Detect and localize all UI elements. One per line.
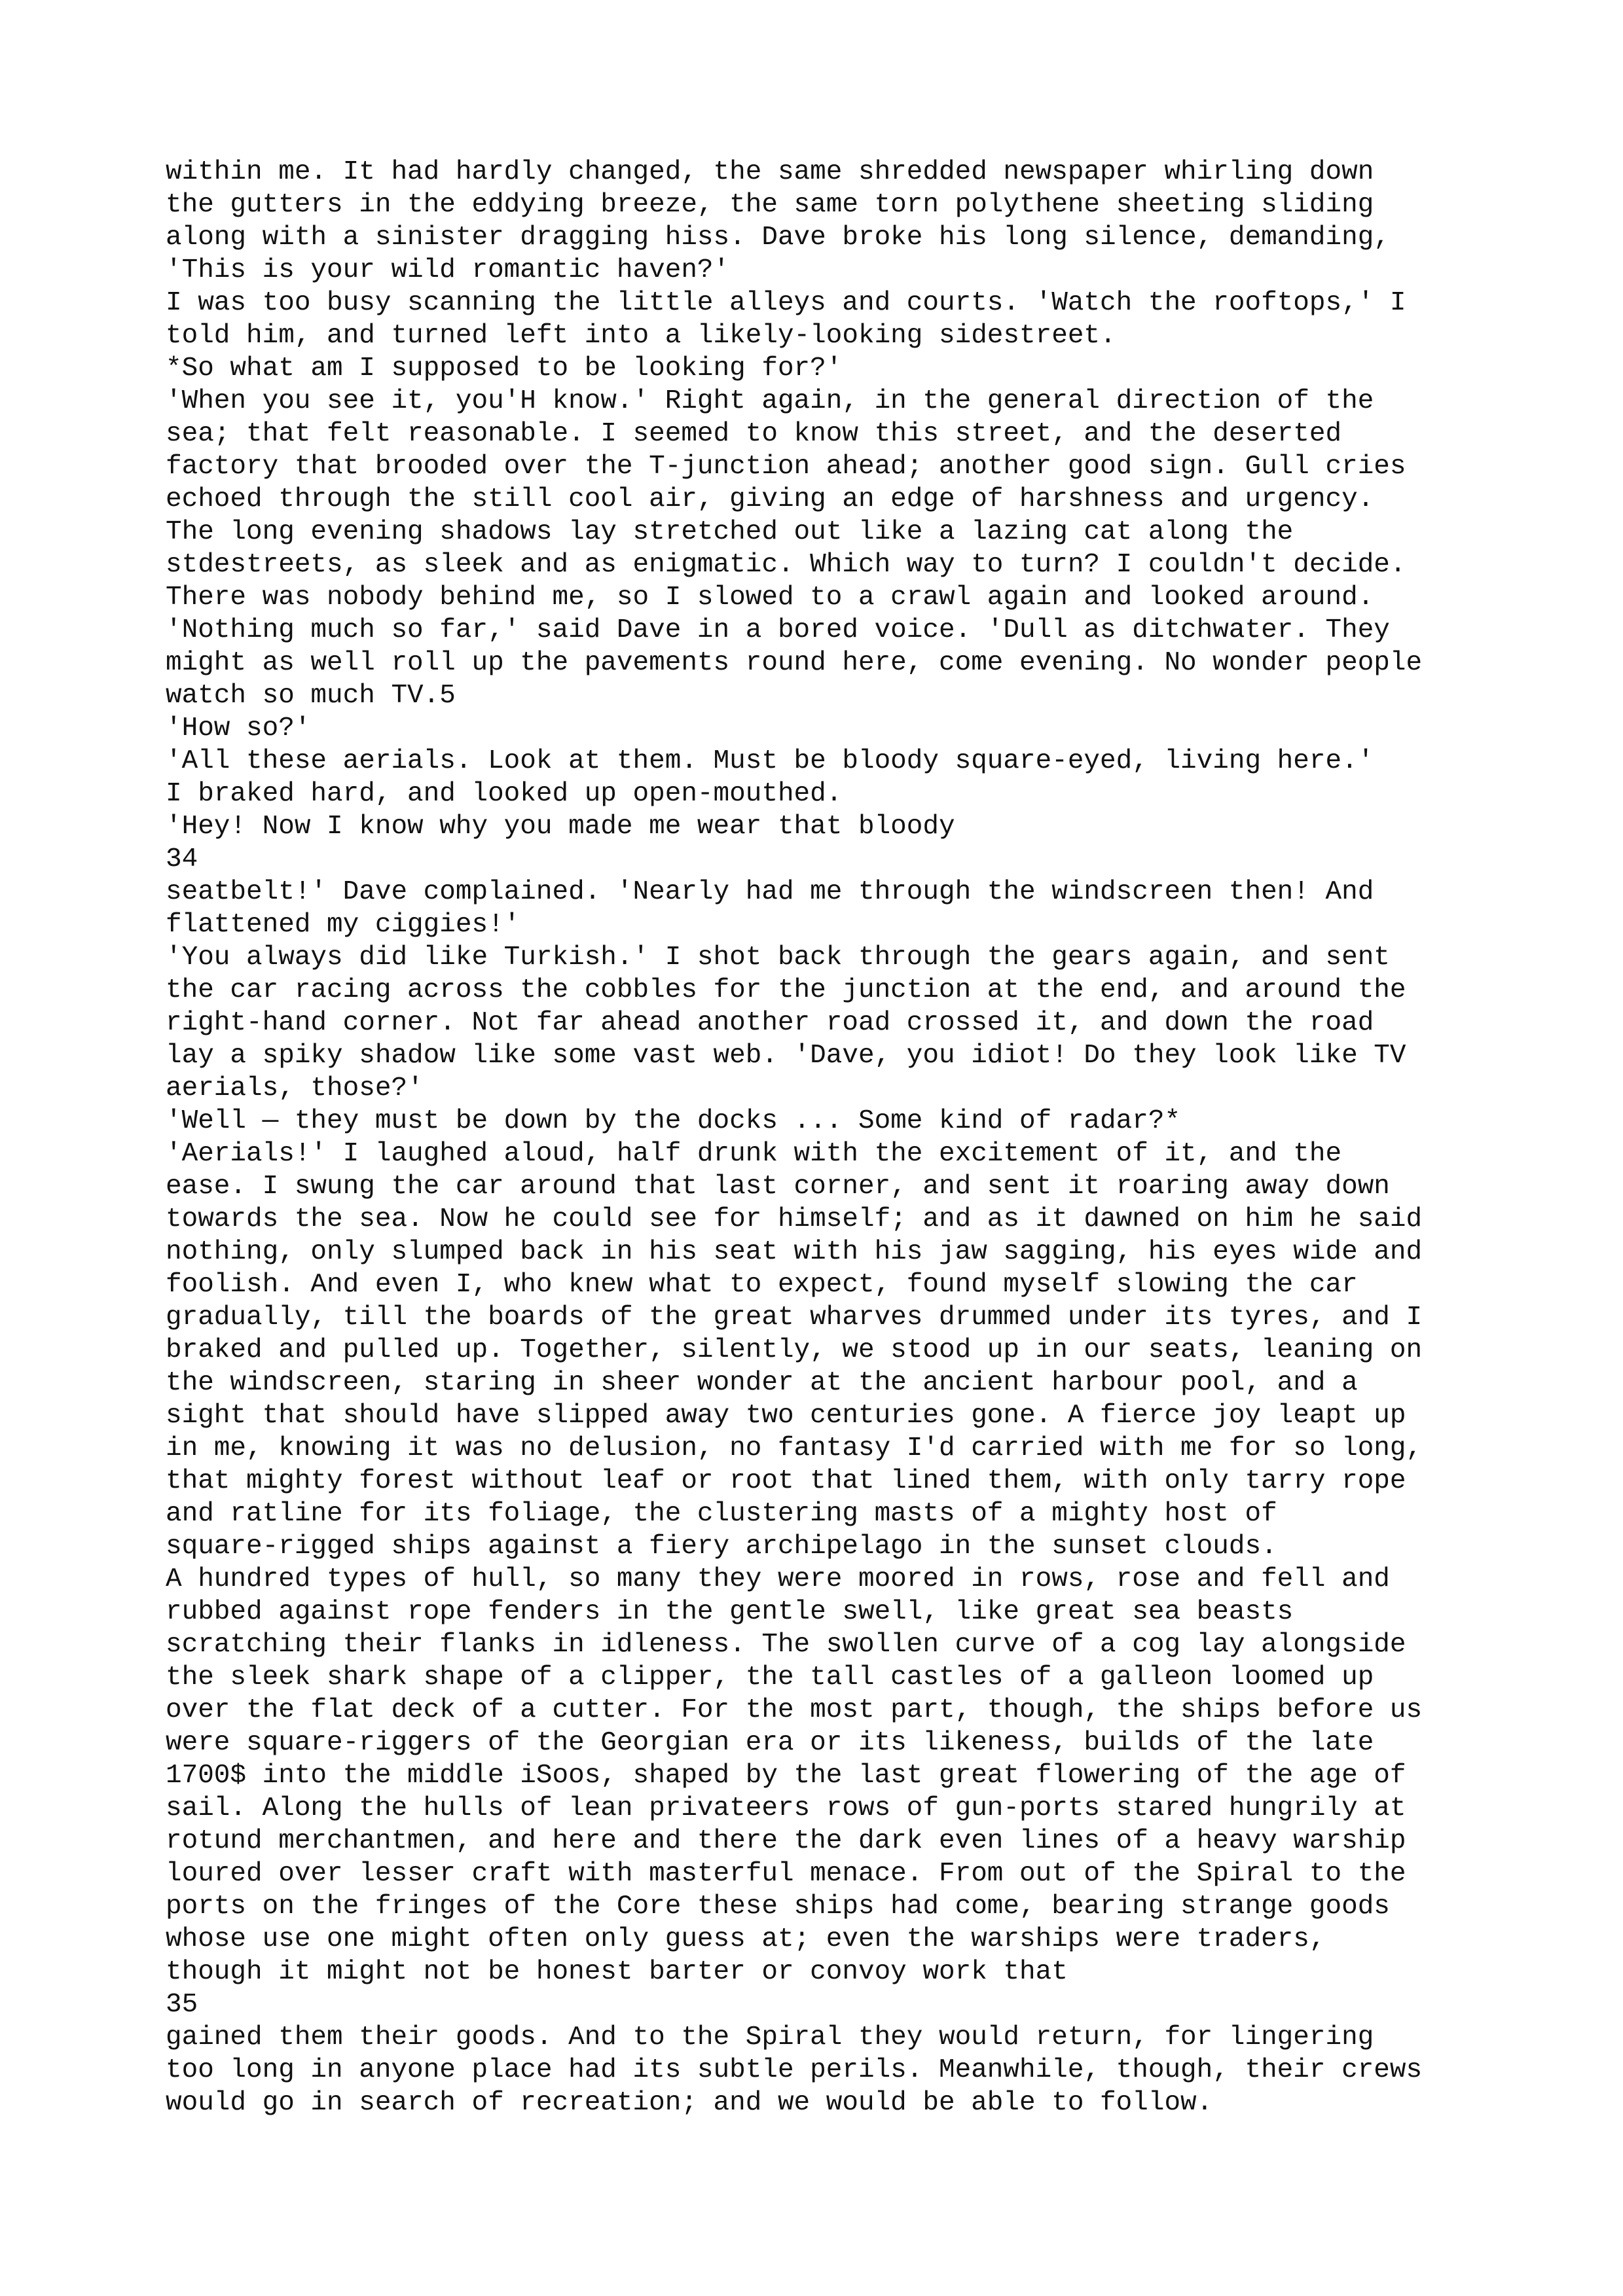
text-line: 'Nothing much so far,' said Dave in a bored voice. 'Dull as ditchwater. They (166, 615, 1390, 645)
text-line: 35 (166, 1990, 198, 2020)
text-line: 34 (166, 844, 198, 874)
text-line: scratching their flanks in idleness. The swollen curve of a cog lay alongside (166, 1630, 1406, 1660)
text-line: 'When you see it, you'H know.' Right again, in the general direction of the (166, 386, 1374, 416)
text-line: over the flat deck of a cutter. For the most part, though, the ships before us (166, 1695, 1423, 1725)
text-line: stdestreets, as sleek and as enigmatic. Which way to turn? I couldn't decide. (166, 550, 1406, 580)
text-line: the gutters in the eddying breeze, the same torn polythene sheeting sliding (166, 190, 1374, 220)
text-line: sea; that felt reasonable. I seemed to know this street, and the deserted (166, 419, 1342, 449)
text-line: rubbed against rope fenders in the gentle swell, like great sea beasts (166, 1597, 1294, 1627)
text-line: and ratline for its foliage, the clustering masts of a mighty host of (166, 1499, 1277, 1529)
text-line: flattened my ciggies!' (166, 910, 520, 940)
text-line: 'Hey! Now I know why you made me wear that bloody (166, 812, 955, 842)
text-line: the windscreen, staring in sheer wonder at the ancient harbour pool, and a (166, 1368, 1358, 1398)
text-line: sight that should have slipped away two centuries gone. A fierce joy leapt up (166, 1401, 1406, 1431)
text-line: along with a sinister dragging hiss. Dave broke his long silence, demanding, (166, 223, 1390, 253)
text-line: were square-riggers of the Georgian era or its likeness, builds of the late (166, 1728, 1374, 1758)
text-line: too long in anyone place had its subtle perils. Meanwhile, though, their crews (166, 2055, 1423, 2085)
text-line: I braked hard, and looked up open-mouthed. (166, 779, 843, 809)
text-line: aerials, those?' (166, 1073, 424, 1103)
text-line: 'This is your wild romantic haven?' (166, 255, 730, 285)
text-line: towards the sea. Now he could see for himself; and as it dawned on him he said (166, 1204, 1423, 1234)
text-line: I was too busy scanning the little alleys and courts. 'Watch the rooftops,' I (166, 288, 1406, 318)
text-line: might as well roll up the pavements round here, come evening. No wonder people (166, 648, 1423, 678)
text-line: the sleek shark shape of a clipper, the tall castles of a galleon loomed up (166, 1662, 1374, 1693)
text-line: ports on the fringes of the Core these ships had come, bearing strange goods (166, 1892, 1390, 1922)
text-line: told him, and turned left into a likely-looking sidestreet. (166, 321, 1116, 351)
text-line: the car racing across the cobbles for the junction at the end, and around the (166, 975, 1406, 1005)
text-line: though it might not be honest barter or convoy work that (166, 1957, 1068, 1987)
text-line: echoed through the still cool air, giving an edge of harshness and urgency. (166, 484, 1374, 514)
text-line: braked and pulled up. Together, silently, we stood up in our seats, leaning on (166, 1335, 1423, 1365)
text-line: gained them their goods. And to the Spiral they would return, for lingering (166, 2022, 1374, 2053)
text-line: foolish. And even I, who knew what to expect, found myself slowing the car (166, 1270, 1358, 1300)
text-line: that mighty forest without leaf or root that lined them, with only tarry rope (166, 1466, 1406, 1496)
text-line: A hundred types of hull, so many they were moored in rows, rose and fell and (166, 1564, 1390, 1594)
text-line: sail. Along the hulls of lean privateers rows of gun-ports stared hungrily at (166, 1793, 1406, 1823)
text-line: The long evening shadows lay stretched out like a lazing cat along the (166, 517, 1294, 547)
text-line: There was nobody behind me, so I slowed to a crawl again and looked around. (166, 583, 1374, 613)
text-line: in me, knowing it was no delusion, no fantasy I'd carried with me for so long, (166, 1433, 1423, 1463)
text-line: *So what am I supposed to be looking for?' (166, 353, 843, 384)
text-line: seatbelt!' Dave complained. 'Nearly had me through the windscreen then! And (166, 877, 1374, 907)
text-line: within me. It had hardly changed, the same shredded newspaper whirling down (166, 157, 1374, 187)
text-line: 'You always did like Turkish.' I shot back through the gears again, and sent (166, 942, 1390, 973)
text-line: whose use one might often only guess at; even the warships were traders, (166, 1924, 1326, 1954)
text-line: square-rigged ships against a fiery archipelago in the sunset clouds. (166, 1532, 1277, 1562)
text-line: 'Aerials!' I laughed aloud, half drunk with the excitement of it, and the (166, 1139, 1342, 1169)
text-line: right-hand corner. Not far ahead another road crossed it, and down the road (166, 1008, 1374, 1038)
text-line: gradually, till the boards of the great wharves drummed under its tyres, and I (166, 1302, 1423, 1333)
text-line: 1700$ into the middle iSoos, shaped by the last great flowering of the age of (166, 1761, 1406, 1791)
text-line: would go in search of recreation; and we would be able to follow. (166, 2088, 1213, 2118)
text-line: factory that brooded over the T-junction ahead; another good sign. Gull cries (166, 452, 1406, 482)
text-line: 'Well — they must be down by the docks ... Some kind of radar?* (166, 1106, 1181, 1136)
text-line: nothing, only slumped back in his seat with his jaw sagging, his eyes wide and (166, 1237, 1423, 1267)
text-line: lay a spiky shadow like some vast web. 'Dave, you idiot! Do they look like TV (166, 1041, 1406, 1071)
text-line: 'All these aerials. Look at them. Must be bloody square-eyed, living here.' (166, 746, 1374, 776)
text-line: loured over lesser craft with masterful menace. From out of the Spiral to the (166, 1859, 1406, 1889)
text-line: 'How so?' (166, 713, 311, 744)
body-text (166, 156, 1573, 2119)
text-line: ease. I swung the car around that last corner, and sent it roaring away down (166, 1172, 1390, 1202)
text-line: watch so much TV.5 (166, 681, 456, 711)
text-line: rotund merchantmen, and here and there the dark even lines of a heavy warship (166, 1826, 1406, 1856)
